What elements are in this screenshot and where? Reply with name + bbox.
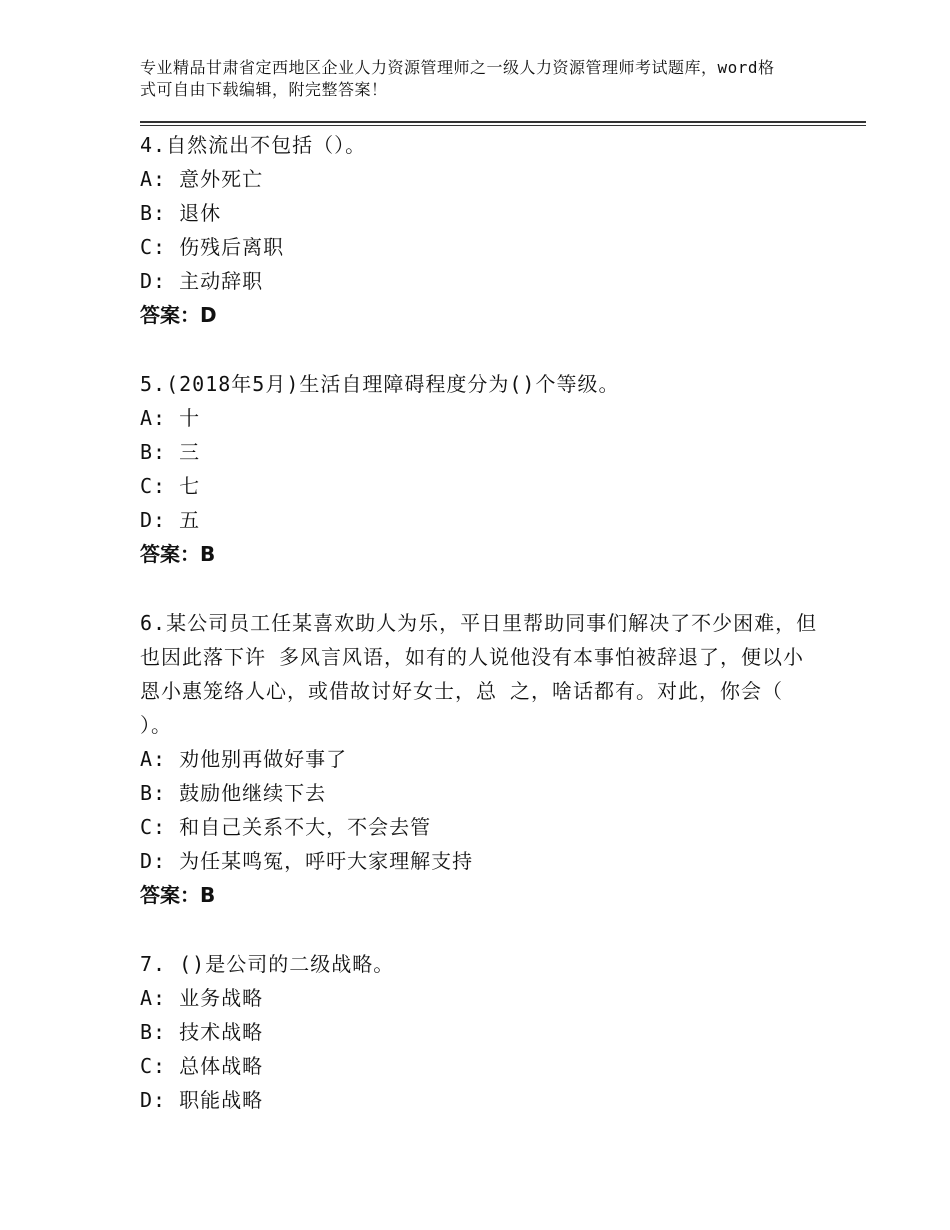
- option-c: C: 和自己关系不大，不会去管: [140, 815, 432, 839]
- option-b: B: 鼓励他继续下去: [140, 781, 327, 805]
- question-7: [140, 947, 820, 1117]
- question-5: [140, 367, 820, 571]
- option-d: D: 职能战略: [140, 1088, 264, 1112]
- answer-line: 答案：B: [140, 542, 216, 566]
- option-b: B: 技术战略: [140, 1020, 264, 1044]
- document-header-title: 专业精品甘肃省定西地区企业人力资源管理师之一级人力资源管理师考试题库，word格式可自由下载编辑，附完整答案！: [140, 58, 775, 99]
- option-c: C: 七: [140, 474, 201, 498]
- question-list: [140, 128, 820, 1152]
- option-d: D: 为任某鸣冤，呼吁大家理解支持: [140, 849, 474, 873]
- answer-line: 答案：D: [140, 303, 217, 327]
- option-c: C: 伤残后离职: [140, 235, 285, 259]
- option-c: C: 总体战略: [140, 1054, 264, 1078]
- header-divider-thick: [140, 121, 866, 123]
- question-stem: 4.自然流出不包括（）。: [140, 133, 367, 157]
- answer-line: 答案：B: [140, 883, 216, 907]
- option-d: D: 五: [140, 508, 201, 532]
- header-divider-thin: [140, 125, 866, 126]
- question-stem: 6.某公司员工任某喜欢助人为乐，平日里帮助同事们解决了不少困难，但也因此落下许 多风言风语，如有的人说他没有本事怕被辞退了，便以小恩小惠笼络人心，或借故讨好女士，总 之，啥话都有。对此，你会（ ）。: [140, 611, 818, 737]
- option-a: A: 业务战略: [140, 986, 264, 1010]
- question-4: [140, 128, 820, 332]
- option-a: A: 十: [140, 406, 201, 430]
- option-b: B: 三: [140, 440, 201, 464]
- option-b: B: 退休: [140, 201, 222, 225]
- question-6: [140, 606, 820, 912]
- option-a: A: 劝他别再做好事了: [140, 747, 348, 771]
- question-stem: 5.(2018年5月)生活自理障碍程度分为()个等级。: [140, 372, 620, 396]
- option-d: D: 主动辞职: [140, 269, 264, 293]
- option-a: A: 意外死亡: [140, 167, 264, 191]
- question-stem: 7. ()是公司的二级战略。: [140, 952, 395, 976]
